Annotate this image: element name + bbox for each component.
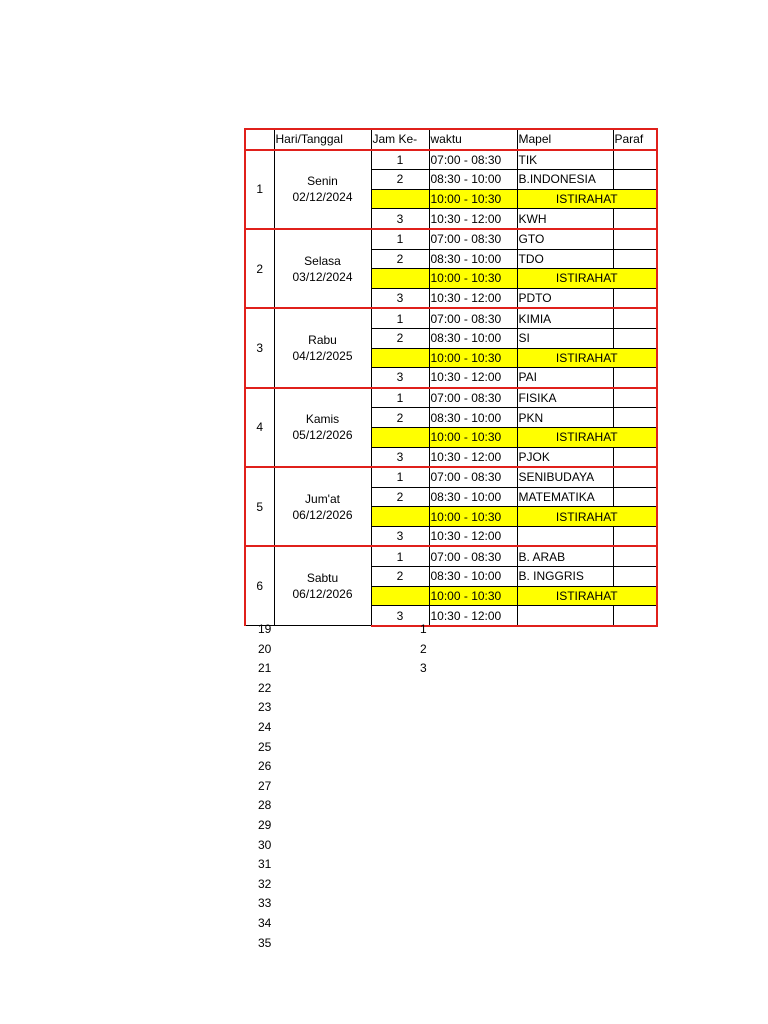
waktu-cell[interactable]: 10:30 - 12:00 (429, 209, 517, 229)
jam-cell[interactable] (371, 189, 429, 209)
row-number[interactable]: 23 (258, 700, 272, 715)
day-number[interactable]: 6 (245, 546, 274, 625)
break-label[interactable]: ISTIRAHAT (517, 586, 657, 606)
waktu-cell[interactable]: 07:00 - 08:30 (429, 308, 517, 328)
day-cell[interactable] (274, 467, 371, 546)
row-number[interactable]: 20 (258, 641, 272, 656)
jam-cell[interactable]: 1 (371, 467, 429, 487)
list-item (244, 640, 544, 660)
paraf-cell[interactable] (613, 447, 657, 467)
list-item (244, 718, 544, 738)
list-item (244, 836, 544, 856)
paraf-cell[interactable] (613, 368, 657, 388)
row-number[interactable]: 22 (258, 680, 272, 695)
list-item (244, 777, 544, 797)
day-name: Senin (307, 174, 338, 189)
waktu-cell[interactable]: 10:00 - 10:30 (429, 348, 517, 368)
break-label[interactable]: ISTIRAHAT (517, 269, 657, 289)
day-cell[interactable] (274, 308, 371, 387)
paraf-cell[interactable] (613, 170, 657, 190)
mapel-cell[interactable]: PJOK (517, 447, 613, 467)
row-number[interactable]: 35 (258, 935, 272, 950)
list-item (244, 757, 544, 777)
jam-cell[interactable]: 3 (371, 368, 429, 388)
list-item (244, 914, 544, 934)
table-row (245, 150, 657, 170)
list-item (244, 698, 544, 718)
mapel-cell[interactable]: PKN (517, 408, 613, 428)
waktu-cell[interactable]: 10:30 - 12:00 (429, 606, 517, 626)
waktu-cell[interactable]: 07:00 - 08:30 (429, 467, 517, 487)
day-name: Jum'at (305, 491, 340, 506)
list-item (244, 659, 544, 679)
jam-cell[interactable]: 2 (371, 170, 429, 190)
list-item (244, 738, 544, 758)
day-name: Kamis (305, 412, 340, 427)
header-waktu[interactable]: waktu (429, 129, 517, 150)
mapel-cell[interactable]: KIMIA (517, 308, 613, 328)
header-no-cell[interactable] (245, 129, 274, 150)
waktu-cell[interactable]: 10:00 - 10:30 (429, 507, 517, 527)
mapel-cell[interactable]: SI (517, 328, 613, 348)
jam-cell[interactable]: 1 (371, 308, 429, 328)
table-row (245, 546, 657, 566)
paraf-cell[interactable] (613, 249, 657, 269)
day-date: 06/12/2026 (292, 587, 353, 602)
jam-cell[interactable]: 3 (371, 606, 429, 626)
day-date: 04/12/2025 (292, 349, 353, 364)
jam-cell[interactable]: 3 (371, 288, 429, 308)
row-number[interactable]: 33 (258, 896, 272, 911)
mapel-cell[interactable]: GTO (517, 229, 613, 249)
list-item (244, 934, 544, 954)
jam-cell[interactable]: 1 (371, 388, 429, 408)
schedule-table (244, 128, 658, 627)
list-item (244, 796, 544, 816)
table-row (245, 229, 657, 249)
header-paraf[interactable]: Paraf (613, 129, 657, 150)
header-row (245, 129, 657, 150)
schedule-sheet (244, 128, 658, 627)
mapel-cell[interactable]: TDO (517, 249, 613, 269)
jam-cell[interactable]: 2 (371, 249, 429, 269)
jam-cell[interactable] (371, 348, 429, 368)
waktu-cell[interactable]: 07:00 - 08:30 (429, 229, 517, 249)
row-number[interactable]: 24 (258, 719, 272, 734)
row-number[interactable]: 32 (258, 876, 272, 891)
table-row (245, 388, 657, 408)
paraf-cell[interactable] (613, 606, 657, 626)
jam-cell[interactable] (371, 269, 429, 289)
waktu-cell[interactable]: 07:00 - 08:30 (429, 150, 517, 170)
waktu-cell[interactable]: 10:00 - 10:30 (429, 427, 517, 447)
mapel-cell[interactable] (517, 526, 613, 546)
row-number[interactable]: 34 (258, 915, 272, 930)
jam-cell[interactable]: 2 (371, 408, 429, 428)
day-number[interactable]: 1 (245, 150, 274, 229)
waktu-cell[interactable]: 07:00 - 08:30 (429, 546, 517, 566)
waktu-cell[interactable]: 10:30 - 12:00 (429, 526, 517, 546)
header-hari[interactable]: Hari/Tanggal (274, 129, 371, 150)
row-number[interactable]: 26 (258, 759, 272, 774)
waktu-cell[interactable]: 10:30 - 12:00 (429, 288, 517, 308)
jam-cell[interactable] (371, 507, 429, 527)
waktu-cell[interactable]: 08:30 - 10:00 (429, 249, 517, 269)
paraf-cell[interactable] (613, 388, 657, 408)
jam-cell[interactable]: 2 (371, 567, 429, 587)
row-number[interactable]: 19 (258, 622, 272, 636)
mapel-cell[interactable]: B. INGGRIS (517, 567, 613, 587)
break-label[interactable]: ISTIRAHAT (517, 507, 657, 527)
day-number[interactable]: 3 (245, 308, 274, 387)
mapel-cell[interactable]: SENIBUDAYA (517, 467, 613, 487)
row-number[interactable]: 29 (258, 817, 272, 832)
mapel-cell[interactable]: B. ARAB (517, 546, 613, 566)
waktu-cell[interactable]: 10:00 - 10:30 (429, 586, 517, 606)
paraf-cell[interactable] (613, 229, 657, 249)
paraf-cell[interactable] (613, 467, 657, 487)
mapel-cell[interactable]: TIK (517, 150, 613, 170)
day-number[interactable]: 5 (245, 467, 274, 546)
waktu-cell[interactable]: 10:30 - 12:00 (429, 447, 517, 467)
day-name: Rabu (308, 333, 337, 348)
break-label[interactable]: ISTIRAHAT (517, 348, 657, 368)
row-number[interactable]: 27 (258, 778, 272, 793)
paraf-cell[interactable] (613, 546, 657, 566)
waktu-cell[interactable]: 08:30 - 10:00 (429, 487, 517, 507)
jam-cell[interactable]: 3 (371, 526, 429, 546)
jam-cell[interactable] (371, 586, 429, 606)
waktu-cell[interactable]: 08:30 - 10:00 (429, 170, 517, 190)
paraf-cell[interactable] (613, 526, 657, 546)
mapel-cell[interactable]: PDTO (517, 288, 613, 308)
row-number[interactable]: 31 (258, 857, 272, 872)
waktu-cell[interactable]: 08:30 - 10:00 (429, 408, 517, 428)
day-date: 05/12/2026 (292, 428, 353, 443)
day-cell[interactable] (274, 229, 371, 308)
list-item (244, 816, 544, 836)
paraf-cell[interactable] (613, 209, 657, 229)
mapel-cell[interactable]: FISIKA (517, 388, 613, 408)
mapel-cell[interactable]: PAI (517, 368, 613, 388)
list-item (244, 855, 544, 875)
table-row (245, 467, 657, 487)
paraf-cell[interactable] (613, 308, 657, 328)
jam-value[interactable]: 1 (420, 622, 427, 636)
day-name: Selasa (304, 253, 341, 268)
extra-rows (244, 620, 544, 953)
break-label[interactable]: ISTIRAHAT (517, 189, 657, 209)
header-mapel[interactable]: Mapel (517, 129, 613, 150)
list-item (244, 894, 544, 914)
waktu-cell[interactable]: 10:00 - 10:30 (429, 269, 517, 289)
jam-value[interactable]: 3 (420, 661, 427, 676)
paraf-cell[interactable] (613, 567, 657, 587)
list-item (244, 620, 544, 640)
waktu-cell[interactable]: 07:00 - 08:30 (429, 388, 517, 408)
row-number[interactable]: 25 (258, 739, 272, 754)
jam-cell[interactable]: 3 (371, 209, 429, 229)
list-item (244, 679, 544, 699)
day-cell[interactable] (274, 546, 371, 625)
waktu-cell[interactable]: 08:30 - 10:00 (429, 567, 517, 587)
paraf-cell[interactable] (613, 288, 657, 308)
row-number[interactable]: 21 (258, 661, 272, 676)
waktu-cell[interactable]: 10:30 - 12:00 (429, 368, 517, 388)
day-date: 03/12/2024 (292, 269, 353, 284)
jam-cell[interactable]: 1 (371, 546, 429, 566)
jam-cell[interactable]: 1 (371, 229, 429, 249)
jam-cell[interactable]: 2 (371, 487, 429, 507)
mapel-cell[interactable]: KWH (517, 209, 613, 229)
paraf-cell[interactable] (613, 487, 657, 507)
jam-cell[interactable]: 3 (371, 447, 429, 467)
table-row (245, 308, 657, 328)
paraf-cell[interactable] (613, 408, 657, 428)
break-label[interactable]: ISTIRAHAT (517, 427, 657, 447)
paraf-cell[interactable] (613, 150, 657, 170)
jam-cell[interactable]: 2 (371, 328, 429, 348)
waktu-cell[interactable]: 08:30 - 10:00 (429, 328, 517, 348)
mapel-cell[interactable]: B.INDONESIA (517, 170, 613, 190)
header-jam[interactable]: Jam Ke- (371, 129, 429, 150)
jam-value[interactable]: 2 (420, 641, 427, 656)
day-name: Sabtu (306, 571, 339, 586)
mapel-cell[interactable]: MATEMATIKA (517, 487, 613, 507)
row-number[interactable]: 30 (258, 837, 272, 852)
jam-cell[interactable]: 1 (371, 150, 429, 170)
day-cell[interactable] (274, 388, 371, 467)
row-number[interactable]: 28 (258, 798, 272, 813)
list-item (244, 875, 544, 895)
paraf-cell[interactable] (613, 328, 657, 348)
day-number[interactable]: 4 (245, 388, 274, 467)
day-date: 06/12/2026 (292, 507, 353, 522)
day-number[interactable]: 2 (245, 229, 274, 308)
jam-cell[interactable] (371, 427, 429, 447)
day-cell[interactable] (274, 150, 371, 229)
day-date: 02/12/2024 (292, 190, 353, 205)
waktu-cell[interactable]: 10:00 - 10:30 (429, 189, 517, 209)
